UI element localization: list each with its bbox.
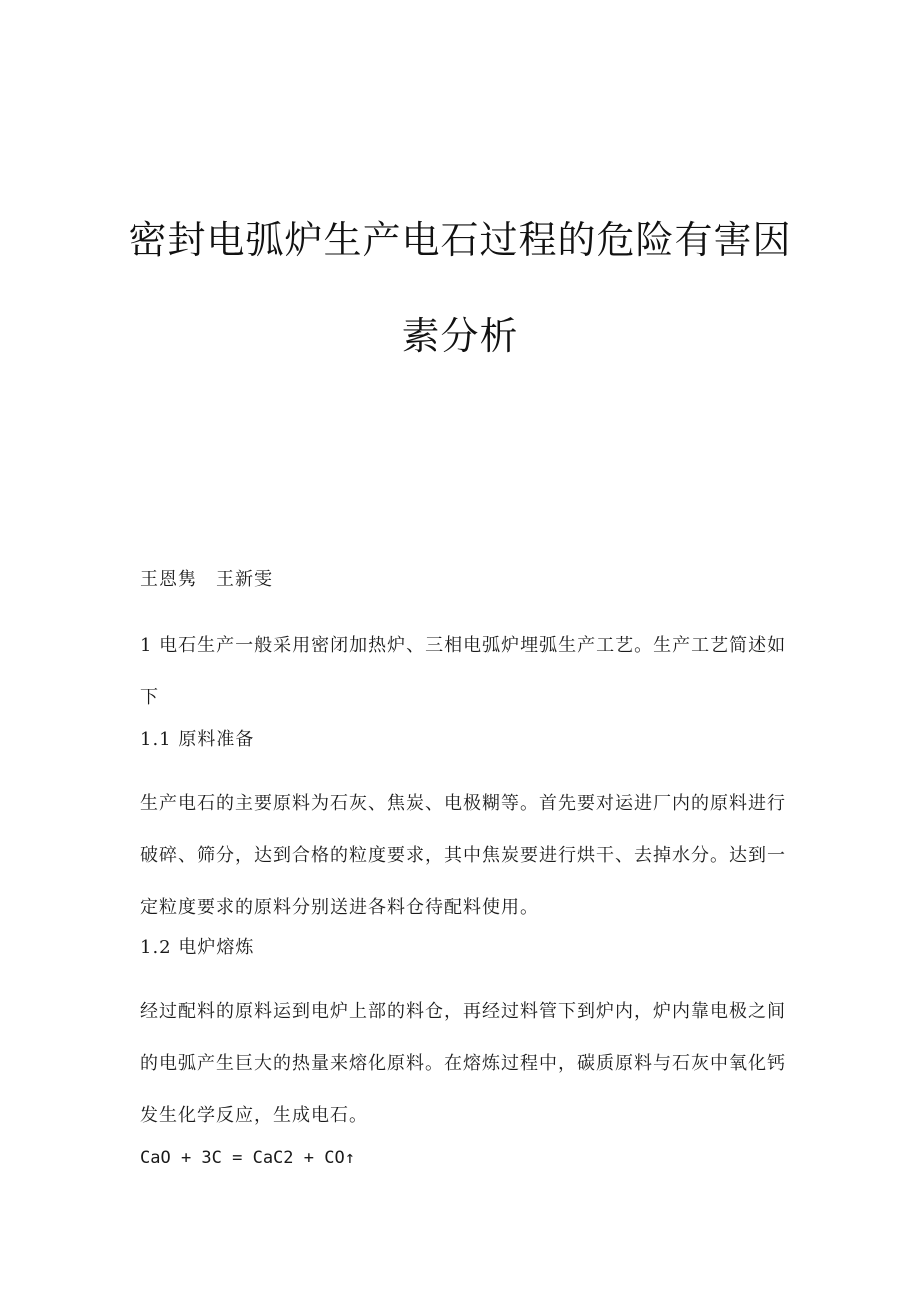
section-1-2-heading: 1.2 电炉熔炼 <box>140 937 255 958</box>
paragraph-line: 破碎、筛分，达到合格的粒度要求，其中焦炭要进行烘干、去掉水分。达到一 <box>140 845 786 866</box>
paragraph-line: 发生化学反应，生成电石。 <box>140 1105 368 1126</box>
paragraph-line: 下 <box>140 687 159 708</box>
section-1-1-heading: 1.1 原料准备 <box>140 729 255 750</box>
paragraph-line: 定粒度要求的原料分别送进各料仓待配料使用。 <box>140 897 539 918</box>
section-1-2-paragraph <box>140 986 786 1142</box>
chemical-formula: CaO + 3C = CaC2 + CO↑ <box>140 1148 355 1168</box>
paragraph-line: 经过配料的原料运到电炉上部的料仓，再经过料管下到炉内，炉内靠电极之间 <box>140 1001 786 1022</box>
paragraph-line: 1 电石生产一般采用密闭加热炉、三相电弧炉埋弧生产工艺。生产工艺简述如 <box>140 635 787 656</box>
paragraph-line: 的电弧产生巨大的热量来熔化原料。在熔炼过程中，碳质原料与石灰中氧化钙 <box>140 1053 786 1074</box>
section-1-paragraph <box>140 620 787 724</box>
authors: 王恩隽 王新雯 <box>140 569 273 590</box>
section-1-1-paragraph <box>140 778 786 934</box>
document-title-line-2: 素分析 <box>401 314 519 358</box>
document-title-line-1: 密封电弧炉生产电石过程的危险有害因 <box>128 218 792 262</box>
paragraph-line: 生产电石的主要原料为石灰、焦炭、电极糊等。首先要对运进厂内的原料进行 <box>140 793 786 814</box>
